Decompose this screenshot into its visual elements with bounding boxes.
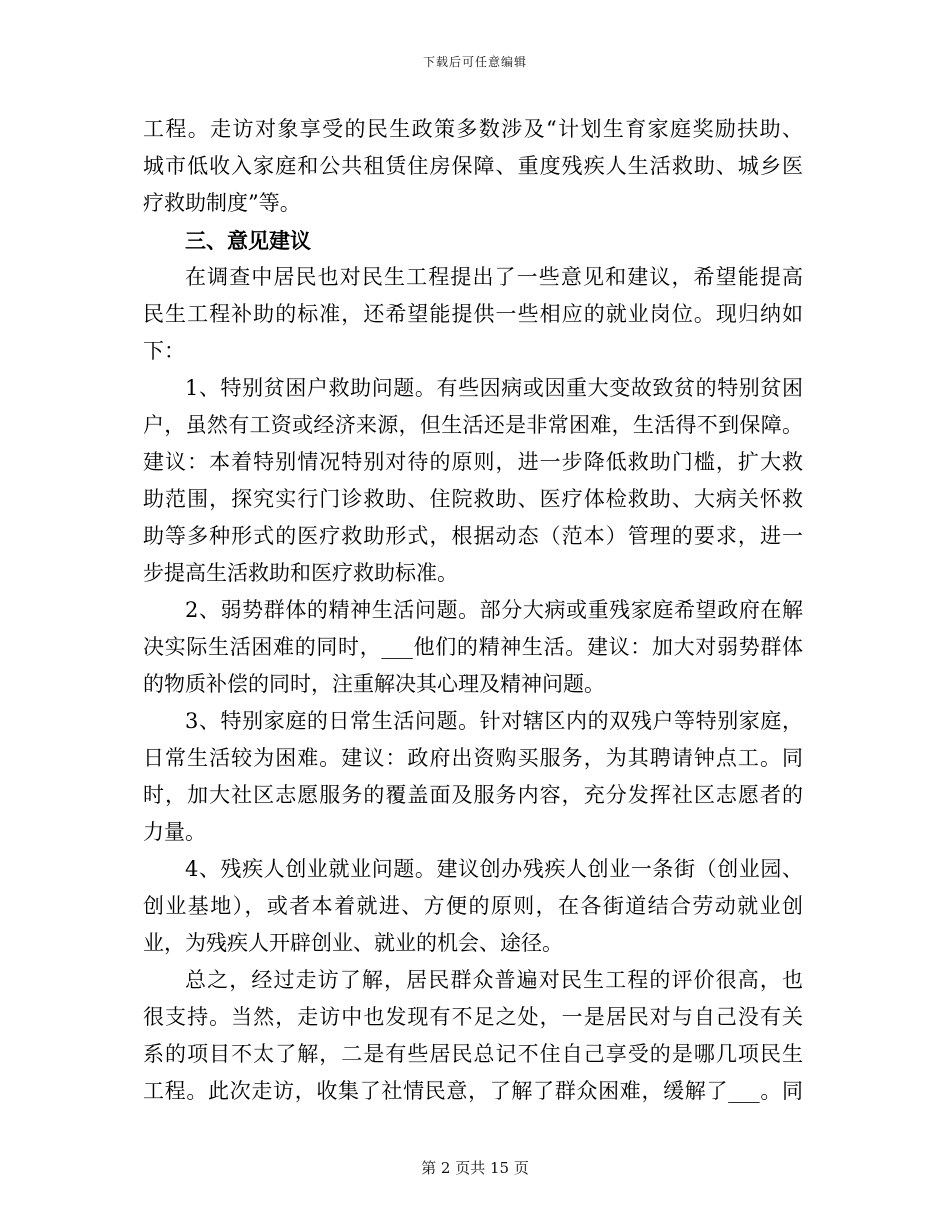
section-heading: 三、意见建议	[185, 228, 311, 253]
body-text-line: 步提高生活救助和医疗救助标准。	[143, 561, 458, 585]
body-text-line: 的物质补偿的同时，注重解决其心理及精神问题。	[143, 672, 605, 696]
body-text-line: 助范围，探究实行门诊救助、住院救助、医疗体检救助、大病关怀救	[143, 487, 803, 511]
body-text-line: 下：	[143, 339, 185, 363]
body-text-line: 决实际生活困难的同时，___他们的精神生活。建议：加大对弱势群体	[143, 635, 803, 659]
body-text-line: 日常生活较为困难。建议：政府出资购买服务，为其聘请钟点工。同	[143, 746, 803, 770]
document-body	[143, 111, 803, 1110]
body-text-line: 助等多种形式的医疗救助形式，根据动态（范本）管理的要求，进一	[143, 524, 803, 548]
body-text-line: 业，为残疾人开辟创业、就业的机会、途径。	[143, 931, 563, 955]
body-text-line: 民生工程补助的标准，还希望能提供一些相应的就业岗位。现归纳如	[143, 302, 803, 326]
body-text-line: 工程。走访对象享受的民生政策多数涉及“计划生育家庭奖励扶助、	[143, 117, 803, 141]
body-text-line: 城市低收入家庭和公共租赁住房保障、重度残疾人生活救助、城乡医	[143, 154, 803, 178]
body-text-line: 疗救助制度”等。	[143, 191, 301, 215]
body-text-line: 3、特别家庭的日常生活问题。针对辖区内的双残户等特别家庭，	[185, 709, 803, 733]
body-text-line: 总之，经过走访了解，居民群众普遍对民生工程的评价很高，也	[185, 968, 803, 992]
body-text-line: 户，虽然有工资或经济来源，但生活还是非常困难，生活得不到保障。	[143, 413, 803, 437]
page-number-footer: 第 2 页共 15 页	[421, 1159, 529, 1177]
body-text-line: 创业基地），或者本着就进、方便的原则，在各街道结合劳动就业创	[143, 894, 803, 918]
body-text-line: 时，加大社区志愿服务的覆盖面及服务内容，充分发挥社区志愿者的	[143, 783, 803, 807]
body-text-line: 建议：本着特别情况特别对待的原则，进一步降低救助门槛，扩大救	[143, 450, 803, 474]
body-text-line: 力量。	[143, 820, 206, 844]
body-text-line: 工程。此次走访，收集了社情民意，了解了群众困难，缓解了___。同	[143, 1079, 803, 1103]
body-text-line: 4、残疾人创业就业问题。建议创办残疾人创业一条街（创业园、	[185, 857, 803, 881]
body-text-line: 2、弱势群体的精神生活问题。部分大病或重残家庭希望政府在解	[185, 598, 803, 622]
page-header: 下载后可任意编辑	[422, 55, 527, 69]
body-text-line: 在调查中居民也对民生工程提出了一些意见和建议，希望能提高	[185, 265, 803, 289]
body-text-line: 系的项目不太了解，二是有些居民总记不住自己享受的是哪几项民生	[143, 1042, 803, 1066]
body-text-line: 很支持。当然，走访中也发现有不足之处，一是居民对与自己没有关	[143, 1005, 803, 1029]
body-text-line: 1、特别贫困户救助问题。有些因病或因重大变故致贫的特别贫困	[185, 376, 803, 400]
